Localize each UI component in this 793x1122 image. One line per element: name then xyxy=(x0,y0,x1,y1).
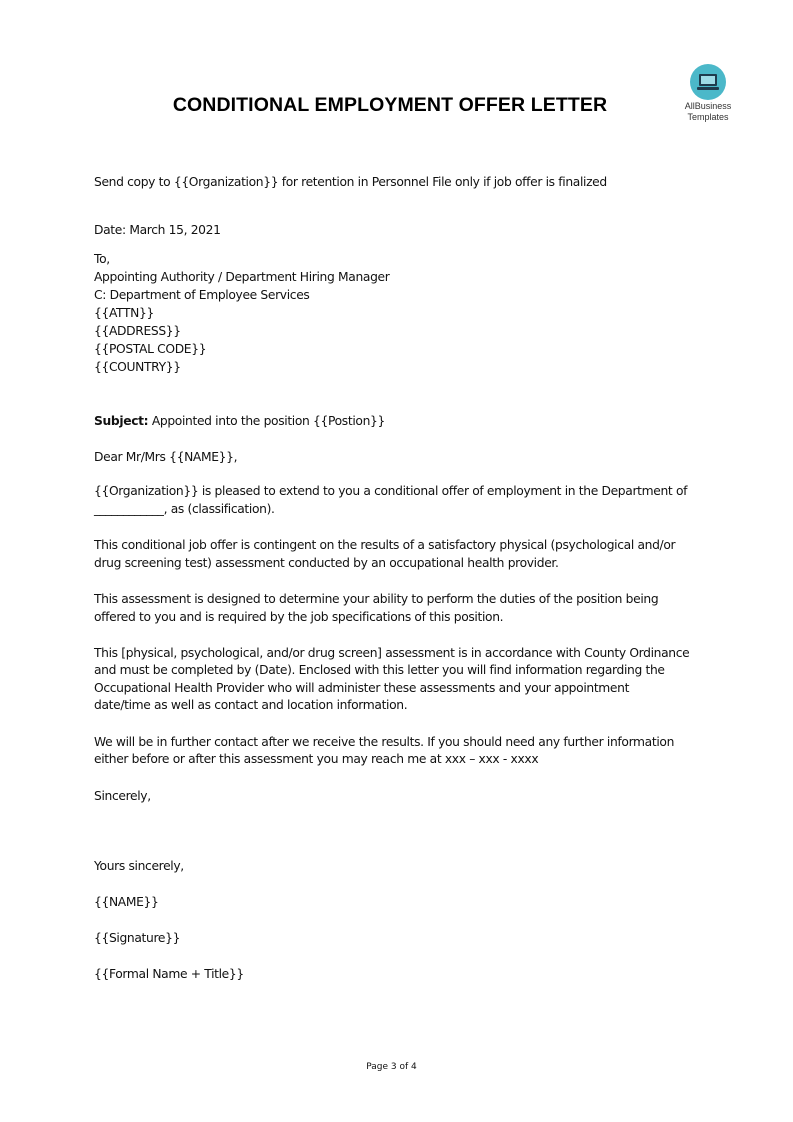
signer-formal-name-title: {{Formal Name + Title}} xyxy=(94,967,244,981)
address-line: {{COUNTRY}} xyxy=(94,360,181,374)
paragraph-line: offered to you and is required by the job specifications of this position. xyxy=(94,610,504,624)
document-title: CONDITIONAL EMPLOYMENT OFFER LETTER xyxy=(172,94,608,116)
closing-yours-sincerely: Yours sincerely, xyxy=(94,859,184,873)
address-line: {{ADDRESS}} xyxy=(94,324,181,338)
page-number: Page 3 of 4 xyxy=(366,1062,417,1072)
subject-label: Subject: xyxy=(94,414,149,428)
address-line: {{ATTN}} xyxy=(94,306,154,320)
paragraph-line: and must be completed by (Date). Enclosed with this letter you will find information regarding the xyxy=(94,663,665,677)
date-line: Date: March 15, 2021 xyxy=(94,223,221,237)
copy-note: Send copy to {{Organization}} for retention in Personnel File only if job offer is finalized xyxy=(94,175,607,189)
subject-text: Appointed into the position {{Postion}} xyxy=(148,414,385,428)
logo-text-line1: AllBusiness xyxy=(684,101,732,111)
signer-signature: {{Signature}} xyxy=(94,931,181,945)
paragraph-line: Occupational Health Provider who will administer these assessments and your appointment xyxy=(94,681,630,695)
paragraph-line: This conditional job offer is contingent on the results of a satisfactory physical (psychological and/or xyxy=(94,538,676,552)
paragraph-line: This assessment is designed to determine your ability to perform the duties of the position being xyxy=(94,592,659,606)
paragraph-line: We will be in further contact after we receive the results. If you should need any further information xyxy=(94,735,675,749)
logo-text-line2: Templates xyxy=(687,112,729,122)
paragraph-line: ____________, as (classification). xyxy=(94,502,275,516)
allbusiness-logo xyxy=(676,64,740,122)
closing-sincerely: Sincerely, xyxy=(94,789,151,803)
address-line: {{POSTAL CODE}} xyxy=(94,342,207,356)
paragraph-line: This [physical, psychological, and/or drug screen] assessment is in accordance with County Ordinance xyxy=(94,646,690,660)
paragraph-line: {{Organization}} is pleased to extend to you a conditional offer of employment in the Department of xyxy=(94,484,688,498)
signer-name: {{NAME}} xyxy=(94,895,159,909)
paragraph-line: drug screening test) assessment conducted by an occupational health provider. xyxy=(94,556,559,570)
paragraph-line: either before or after this assessment you may reach me at xxx – xxx - xxxx xyxy=(94,752,539,766)
salutation: Dear Mr/Mrs {{NAME}}, xyxy=(94,450,238,464)
address-to: To, xyxy=(94,252,110,266)
laptop-icon xyxy=(690,64,726,100)
address-line: C: Department of Employee Services xyxy=(94,288,310,302)
subject-line xyxy=(94,414,385,428)
paragraph-line: date/time as well as contact and location information. xyxy=(94,698,408,712)
address-line: Appointing Authority / Department Hiring Manager xyxy=(94,270,390,284)
